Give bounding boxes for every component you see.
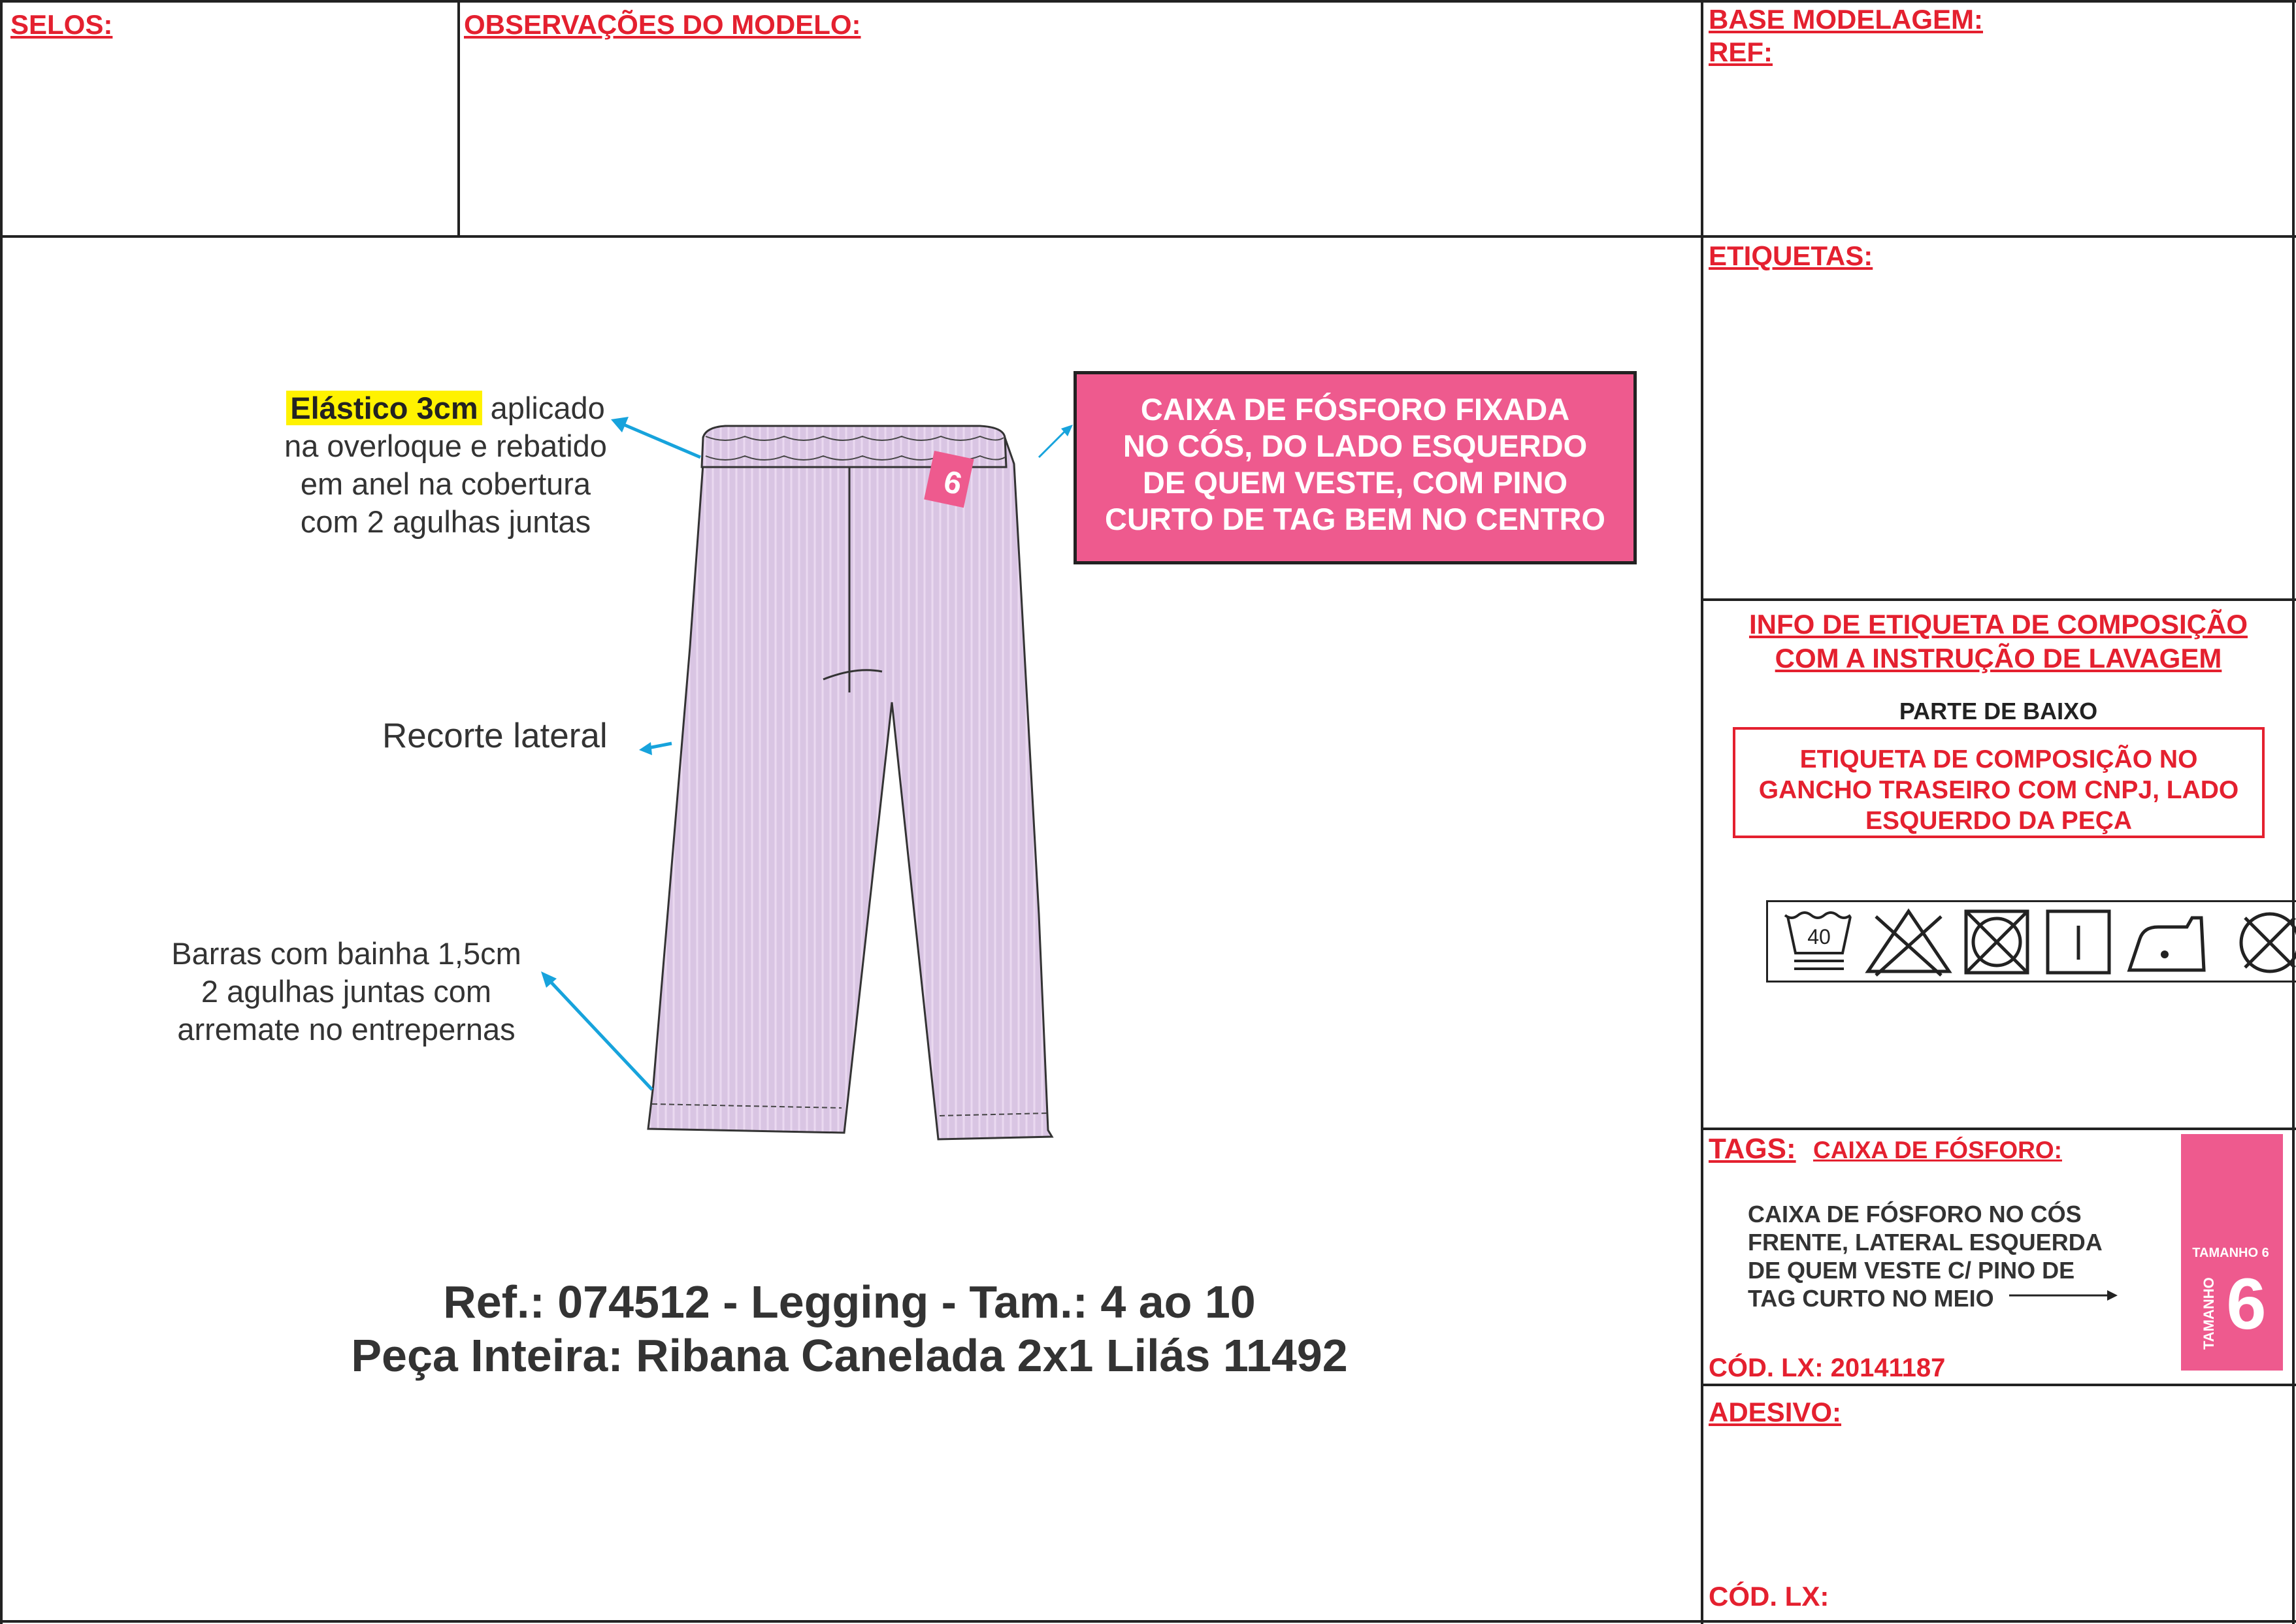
tag-desc-line: DE QUEM VESTE C/ PINO DE bbox=[1748, 1257, 2075, 1284]
cod-lx-tag: CÓD. LX: 20141187 bbox=[1709, 1354, 1946, 1382]
barras-arrow bbox=[549, 980, 652, 1090]
product-title-line2: Peça Inteira: Ribana Canelada 2x1 Lilás 11492 bbox=[351, 1330, 1348, 1381]
recorte-arrow bbox=[648, 743, 672, 748]
care-symbols-strip bbox=[1766, 900, 2296, 983]
size-tag-graphic bbox=[2181, 1134, 2283, 1371]
barras-note bbox=[150, 935, 542, 1048]
etiquetas-divider bbox=[1701, 598, 2296, 601]
composicao-box bbox=[1733, 727, 2265, 838]
caixa-label: CAIXA DE FÓSFORO: bbox=[1813, 1137, 2062, 1163]
composicao-line: ETIQUETA DE COMPOSIÇÃO NO bbox=[1799, 745, 2198, 773]
pinkbox-arrow bbox=[1039, 431, 1065, 457]
product-title bbox=[118, 1275, 1581, 1382]
sidebar-divider bbox=[1701, 0, 1703, 1624]
iron-low-icon bbox=[2124, 902, 2209, 981]
info-title bbox=[1701, 608, 2296, 675]
barras-note-line: 2 agulhas juntas com bbox=[201, 974, 492, 1009]
elastic-note-line1 bbox=[263, 389, 629, 427]
observacoes-label: OBSERVAÇÕES DO MODELO: bbox=[464, 9, 861, 40]
size-tag-number: 6 bbox=[2226, 1264, 2267, 1344]
tags-label: TAGS: bbox=[1709, 1133, 1796, 1165]
selos-label: SELOS: bbox=[10, 9, 113, 40]
wash-temperature: 40 bbox=[1807, 925, 1831, 949]
tag-desc-line: FRENTE, LATERAL ESQUERDA bbox=[1748, 1229, 2103, 1256]
product-title-line1: Ref.: 074512 - Legging - Tam.: 4 ao 10 bbox=[443, 1276, 1256, 1327]
etiquetas-label: ETIQUETAS: bbox=[1709, 240, 1873, 271]
elastic-highlight: Elástico 3cm bbox=[286, 391, 482, 425]
no-bleach-icon bbox=[1863, 902, 1954, 981]
composicao-line: ESQUERDO DA PEÇA bbox=[1865, 807, 2133, 835]
no-tumble-dry-icon bbox=[1961, 902, 2033, 981]
tags-divider bbox=[1701, 1384, 2296, 1386]
elastic-note-line: na overloque e rebatido bbox=[284, 429, 607, 463]
pinkbox-line: NO CÓS, DO LADO ESQUERDO bbox=[1123, 429, 1588, 463]
parte-de-baixo-label: PARTE DE BAIXO bbox=[1899, 698, 2098, 724]
ref-label: REF: bbox=[1709, 37, 1773, 67]
elastic-note-line: em anel na cobertura bbox=[300, 466, 591, 501]
frame-bottom bbox=[0, 1620, 2296, 1623]
elastic-note-line: com 2 agulhas juntas bbox=[300, 504, 591, 539]
line-dry-icon bbox=[2042, 902, 2114, 981]
cod-lx-bottom: CÓD. LX: bbox=[1709, 1581, 1829, 1612]
barras-note-line: arremate no entrepernas bbox=[177, 1012, 516, 1047]
caixa-fosforo-note bbox=[1074, 371, 1637, 564]
frame-right bbox=[2292, 0, 2295, 1624]
tag-pointer-arrow bbox=[2009, 1286, 2120, 1305]
pinkbox-line: CAIXA DE FÓSFORO FIXADA bbox=[1140, 392, 1570, 427]
wash-40-icon bbox=[1780, 902, 1858, 981]
elastic-rest: aplicado bbox=[482, 391, 605, 425]
size-tag-small-label: TAMANHO bbox=[2201, 1277, 2217, 1350]
composicao-line: GANCHO TRASEIRO COM CNPJ, LADO bbox=[1758, 776, 2239, 804]
size-tag-label: TAMANHO 6 bbox=[2192, 1246, 2269, 1260]
adesivo-label: ADESIVO: bbox=[1709, 1397, 1842, 1427]
elastic-note bbox=[263, 389, 629, 541]
recorte-note: Recorte lateral bbox=[382, 717, 608, 755]
barras-note-line: Barras com bainha 1,5cm bbox=[171, 936, 521, 971]
tag-desc-line: TAG CURTO NO MEIO bbox=[1748, 1285, 1994, 1312]
pinkbox-line: DE QUEM VESTE, COM PINO bbox=[1142, 465, 1568, 500]
waist-tag-number: 6 bbox=[940, 464, 965, 502]
tag-desc-line: CAIXA DE FÓSFORO NO CÓS bbox=[1748, 1201, 2082, 1227]
elastic-arrow bbox=[621, 423, 700, 457]
pinkbox-line: CURTO DE TAG BEM NO CENTRO bbox=[1105, 502, 1605, 536]
no-dry-clean-icon bbox=[2231, 902, 2296, 981]
base-modelagem-label: BASE MODELAGEM: bbox=[1709, 4, 1983, 35]
size-tag-card bbox=[2181, 1134, 2283, 1371]
info-title-line1: INFO DE ETIQUETA DE COMPOSIÇÃO bbox=[1748, 609, 2248, 640]
info-title-line2: COM A INSTRUÇÃO DE LAVAGEM bbox=[1775, 643, 2222, 674]
info-divider bbox=[1701, 1128, 2296, 1130]
